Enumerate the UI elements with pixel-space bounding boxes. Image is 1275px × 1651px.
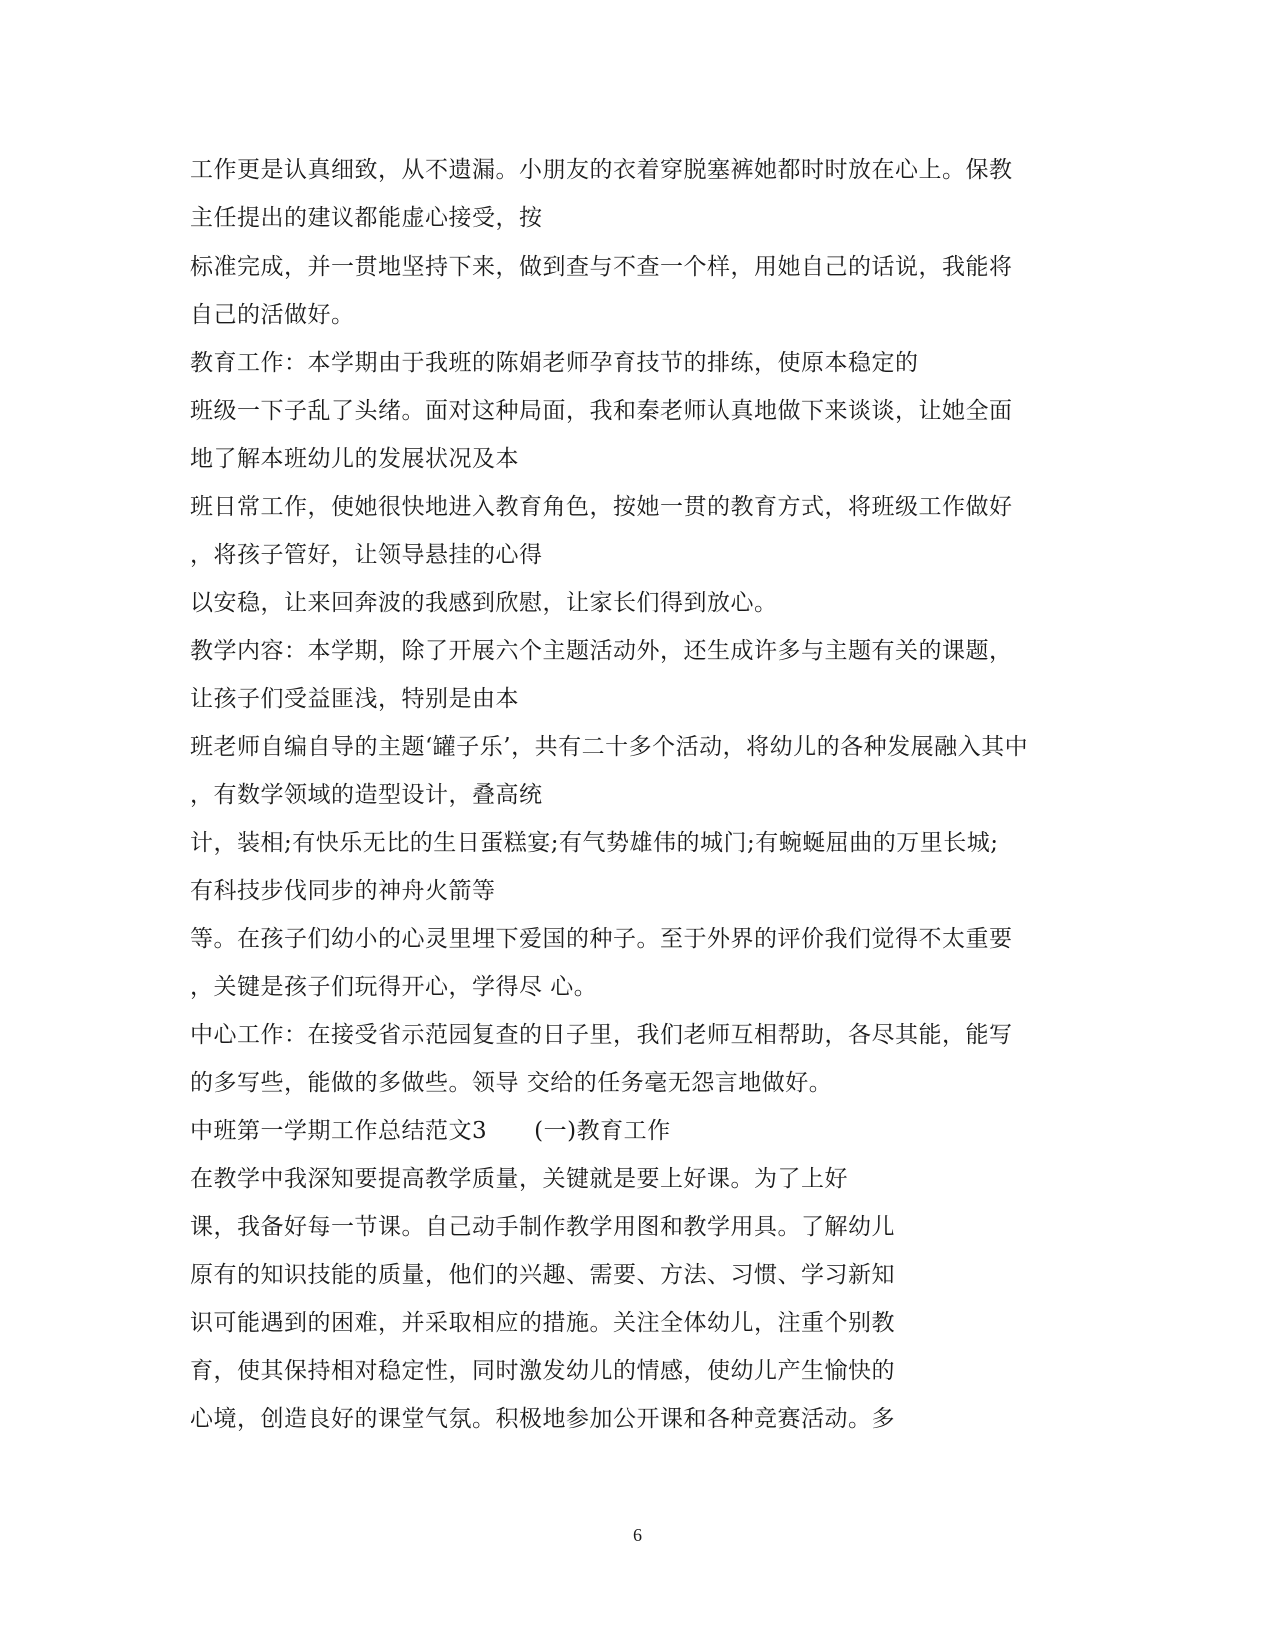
text-line: ，关键是孩子们玩得开心，学得尽 心。 [190,974,598,1000]
text-line: 在教学中我深知要提高教学质量，关键就是要上好课。为了上好 [190,1166,848,1192]
text-line: ，有数学领域的造型设计，叠高统 [190,782,543,808]
text-line: 课，我备好每一节课。自己动手制作教学用图和教学用具。了解幼儿 [190,1214,895,1240]
text-line: 原有的知识技能的质量，他们的兴趣、需要、方法、习惯、学习新知 [190,1262,895,1288]
text-line: 等。在孩子们幼小的心灵里埋下爱国的种子。至于外界的评价我们觉得不太重要 [190,926,1013,952]
text-line: 有科技步伐同步的神舟火箭等 [190,878,496,904]
text-line: 中心工作：在接受省示范园复查的日子里，我们老师互相帮助，各尽其能，能写 [190,1022,1013,1048]
text-line: 班级一下子乱了头绪。面对这种局面，我和秦老师认真地做下来谈谈，让她全面 [190,398,1013,424]
text-line: ，将孩子管好，让领导悬挂的心得 [190,542,543,568]
text-line: 教学内容：本学期，除了开展六个主题活动外，还生成许多与主题有关的课题， [190,638,1013,664]
text-line: 地了解本班幼儿的发展状况及本 [190,446,519,472]
text-line: 让孩子们受益匪浅，特别是由本 [190,686,519,712]
text-line: 教育工作：本学期由于我班的陈娟老师孕育技节的排练，使原本稳定的 [190,350,919,376]
text-line: 心境，创造良好的课堂气氛。积极地参加公开课和各种竞赛活动。多 [190,1406,895,1432]
text-line: 标准完成，并一贯地坚持下来，做到查与不查一个样，用她自己的话说，我能将 [190,254,1013,280]
text-line: 班老师自编自导的主题‘罐子乐’，共有二十多个活动，将幼儿的各种发展融入其中 [190,734,1029,760]
text-line: 自己的活做好。 [190,302,355,328]
text-line: 班日常工作，使她很快地进入教育角色，按她一贯的教育方式，将班级工作做好 [190,494,1013,520]
text-line: 以安稳，让来回奔波的我感到欣慰，让家长们得到放心。 [190,590,778,616]
page-number: 6 [633,1525,642,1545]
text-line: 工作更是认真细致，从不遗漏。小朋友的衣着穿脱塞裤她都时时放在心上。保教 [190,157,1013,183]
text-line: 的多写些，能做的多做些。领导 交给的任务毫无怨言地做好。 [190,1070,833,1096]
text-line: 计，装相;有快乐无比的生日蛋糕宴;有气势雄伟的城门;有蜿蜒屈曲的万里长城; [190,830,999,856]
text-line: 主任提出的建议都能虚心接受，按 [190,205,543,231]
text-line: 识可能遇到的困难，并采取相应的措施。关注全体幼儿，注重个别教 [190,1310,895,1336]
text-line: 育，使其保持相对稳定性，同时激发幼儿的情感，使幼儿产生愉快的 [190,1358,895,1384]
section-heading: 中班第一学期工作总结范文3 (一)教育工作 [190,1118,671,1144]
